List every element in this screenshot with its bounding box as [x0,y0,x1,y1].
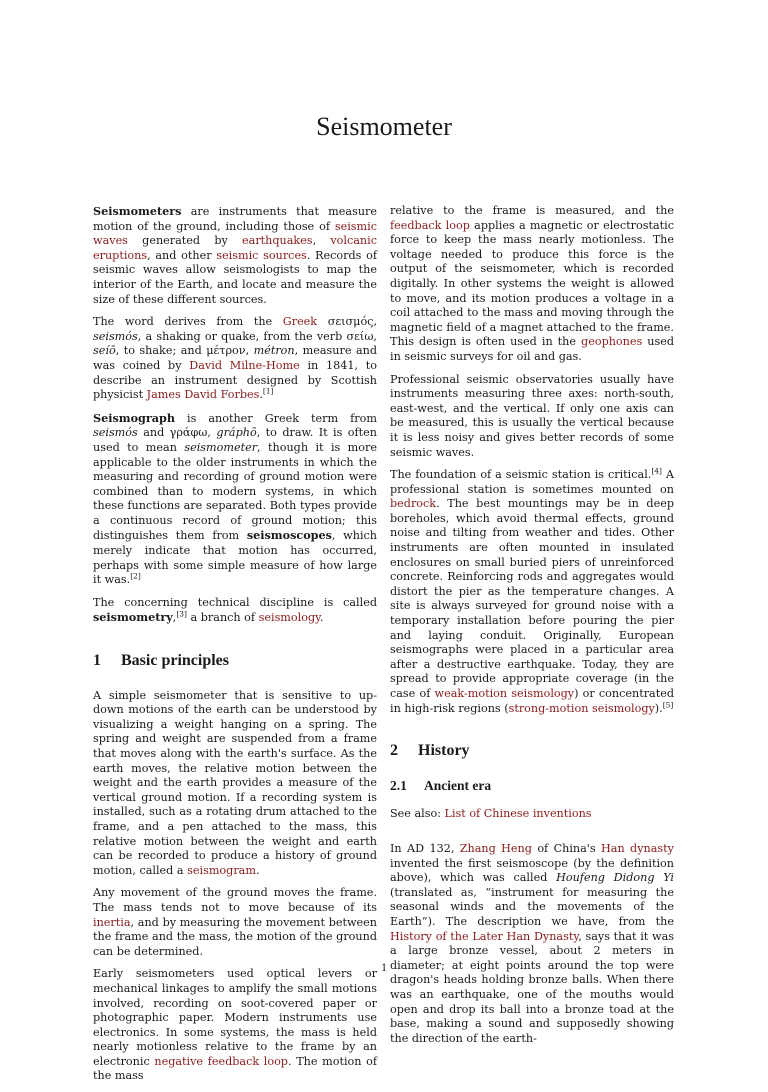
right-column [390,204,674,1054]
basic-paragraph-5 [390,468,674,716]
page-number: 1 [381,960,387,974]
text: , to draw. It is often used to mean [93,426,377,454]
text: are instruments that measure motion of the ground, including those of [93,205,377,233]
basic-paragraph-2 [93,886,377,959]
basic-paragraph-3-continued [390,204,674,365]
text: . The motion of the mass [93,1054,378,1083]
text: See also: [390,807,445,821]
section-title: Basic principles [121,652,230,670]
text: a branch of [186,611,259,625]
text: In AD 132, [390,841,460,855]
link-list-of-chinese-inventions[interactable]: List of Chinese inventions [444,807,592,821]
text: , and other [147,248,217,262]
section-title: History [418,742,470,760]
link-greek[interactable]: Greek [282,315,318,329]
citation-3[interactable]: [3] [176,609,187,619]
text: , [312,234,331,248]
text: . The best mountings may be in deep boreholes, which avoid thermal effects, ground noise and tilting from weather and tides. Other instruments are often mounted in insulated enclosures on small buried piers of unreinforced concrete. Reinforcing rods and aggregates would distort the pier as the temperature changes. A site is always surveyed for ground noise with a temporary installation before pouring the pier and laying conduit. Originally, European seismographs were placed in a particular area after a destructive earthquake. Today, they are spread to provide appropriate coverage (in the case of [390,497,674,700]
text: , a shaking or quake, from the verb σείω, [137,329,377,343]
text: applies a magnetic or electrostatic force to keep the mass nearly motionless. The voltage needed to produce this force is the output of the seismometer, which is recorded digitally. In other systems the weight is allowed to move, and its motion produces a voltage in a coil attached to the mass and moving through the magnetic field of a magnet attached to the frame. This design is often used in the [390,218,675,349]
text: A professional station is sometimes mounted on [390,468,674,496]
link-feedback-loop[interactable]: feedback loop [390,218,470,232]
text: , says that it was a large bronze vessel, about 2 meters in diameter; at eight points around the top were dragon's heads holding bronze balls. When there was an earthquake, one of the mouths would open and drop its ball into a bronze toad at the base, making a sound and supposedly showing the direction of the earth- [390,929,675,1045]
text: ) or concentrated in high-risk regions ( [390,687,675,715]
text: . [319,611,324,625]
text: and γράφω, [137,426,217,440]
text: . Records of seismic waves allow seismologists to map the interior of the Earth, and locate and measure the size of these different sources. [93,248,377,306]
link-david-milne-home[interactable]: David Milne-Home [189,358,300,372]
link-seismology[interactable]: seismology [258,611,320,625]
text: , measure and was coined by [93,344,377,372]
text: , which merely indicate that motion has occurred, perhaps with some simple measure of how large it was. [93,529,377,587]
text: σεισμός, [317,315,378,329]
text: Any movement of the ground moves the frame. The mass tends not to move because of its [93,886,377,914]
basic-paragraph-3 [93,967,377,1084]
subsection-number: 2.1 [390,777,407,793]
text: invented the first seismoscope (by the definition above), which was called [390,856,674,885]
history-paragraph-1 [390,842,674,1046]
link-zhang-heng[interactable]: Zhang Heng [459,841,532,855]
italic-term: seismometer [184,440,258,454]
link-volcanic-eruptions[interactable]: volcanic eruptions [93,234,377,262]
link-weak-motion-seismology[interactable]: weak-motion seismology [434,687,575,700]
intro-paragraph-1 [93,204,377,307]
citation-2[interactable]: [2] [130,571,141,581]
text: The word derives from the [93,315,283,329]
text: in 1841, to describe an instrument designed by Scottish physicist [93,358,377,402]
bold-term: Seismograph [93,410,175,425]
text: , and by measuring the movement between the frame and the mass, the motion of the ground can be determined. [93,915,377,958]
text: used in seismic surveys for oil and gas. [390,335,674,363]
italic-term: métron [253,344,295,358]
italic-term: gráphō [216,426,257,440]
link-han-dynasty[interactable]: Han dynasty [601,841,674,855]
italic-term: Houfeng Didong Yi [556,871,674,885]
citation-4[interactable]: [4] [651,466,662,476]
link-james-david-forbes[interactable]: James David Forbes [146,388,260,402]
basic-paragraph-1 [93,689,377,879]
text: of China's [531,841,602,855]
text: Professional seismic observatories usually have instruments measuring three axes: north-south, east-west, and the vertical. If only one axis can be measured, this is usually the vertical because it is less noisy and gives better records of some seismic waves. [390,372,674,459]
italic-term: seismós [93,329,138,343]
link-seismogram[interactable]: seismogram [187,863,256,877]
bold-term: Seismometers [93,204,182,218]
link-inertia[interactable]: inertia [93,915,131,929]
section-number: 2 [390,742,398,760]
intro-paragraph-4 [93,596,377,626]
subsection-title: Ancient era [424,777,492,793]
intro-paragraph-3 [93,411,377,588]
text: A simple seismometer that is sensitive to up-down motions of the earth can be understood by visualizing a weight hanging on a spring. The spring and weight are suspended from a frame that moves along with the earth's surface. As the earth moves, the relative motion between the weight and the earth provides a measure of the vertical ground motion. If a recording system is installed, such as a rotating drum attached to the frame, and a pen attached to the mass, this relative motion between the weight and earth can be recorded to produce a history of ground motion, called a [93,688,377,877]
text: is another Greek term from [174,411,377,425]
italic-term: seismós [93,426,138,440]
section-number: 1 [93,652,101,670]
text: . [259,388,263,402]
text: The concerning technical discipline is called [93,595,377,609]
text: relative to the frame is measured, and the [390,204,674,217]
link-geophones[interactable]: geophones [581,335,643,349]
text: , though it is more applicable to the older instruments in which the measuring and recording of ground motion were combined than to modern systems, in which these functions are separated. Both types provide a continuous record of ground motion; this distinguishes them from [93,440,377,543]
text: . [255,863,260,877]
subsection-heading-ancient-era [390,779,674,794]
bold-term: seismoscopes [246,528,332,543]
bold-term: seismometry [93,610,173,625]
link-negative-feedback-loop[interactable]: negative feedback loop [154,1054,288,1068]
section-heading-basic-principles [93,654,377,669]
text: The foundation of a seismic station is critical. [390,468,652,482]
link-seismic-sources[interactable]: seismic sources [216,248,307,262]
italic-term: seíō [93,344,116,358]
link-strong-motion-seismology[interactable]: strong-motion seismology [508,701,655,715]
intro-paragraph-2 [93,315,377,403]
citation-5[interactable]: [5] [662,699,674,709]
text: generated by [127,234,243,248]
citation-1[interactable]: [1] [262,386,274,396]
section-heading-history [390,744,674,759]
text: , [172,611,177,625]
text: Early seismometers used optical levers or mechanical linkages to amplify the small motions involved, recording on soot-covered paper or photographic paper. Modern instruments use electronics. In some systems, the mass is held nearly motionless relative to the frame by an electronic [93,967,377,1068]
text: (translated as, “instrument for measuring the seasonal winds and the movements of the Earth”). The description we have, from the [390,885,674,928]
link-seismic-waves[interactable]: seismic waves [93,219,377,248]
link-earthquakes[interactable]: earthquakes [242,234,313,248]
left-column [93,204,377,1092]
see-also-note [390,807,674,822]
link-history-of-later-han[interactable]: History of the Later Han Dynasty [390,929,579,943]
basic-paragraph-4 [390,373,674,461]
link-bedrock[interactable]: bedrock [390,497,437,511]
page-title: Seismometer [316,112,452,141]
text: , to shake; and μέτρον, [115,344,254,358]
text: ). [654,701,663,715]
